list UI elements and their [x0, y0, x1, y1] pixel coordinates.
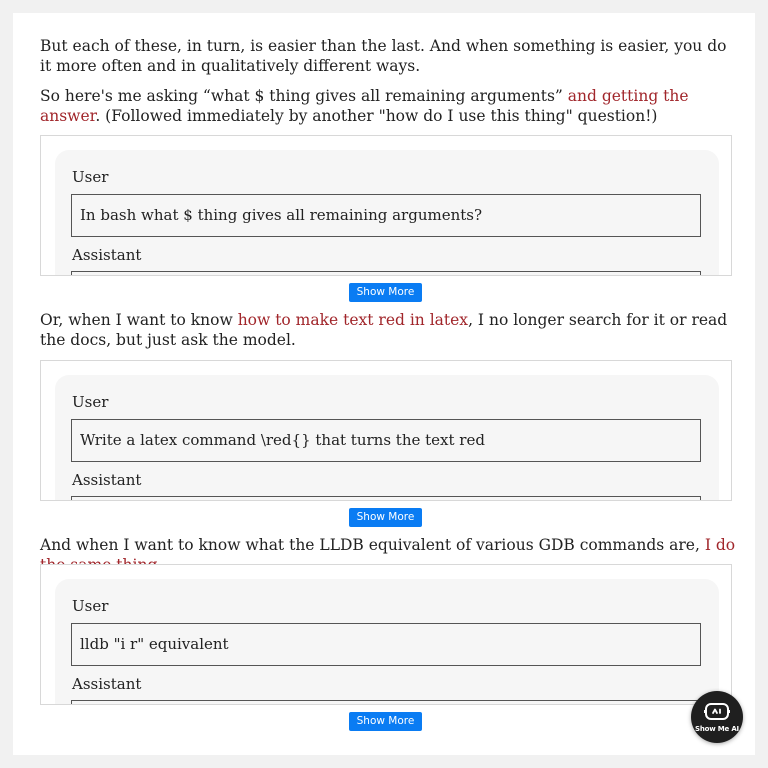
assistant-label: Assistant	[72, 246, 142, 264]
conversation-panel	[55, 579, 719, 705]
conversation-panel	[55, 150, 719, 276]
paragraph-text: But each of these, in turn, is easier than the last. And when something is easier, you do it more often and in qualitatively different ways.	[40, 37, 727, 75]
assistant-label: Assistant	[72, 471, 142, 489]
paragraph-bash	[40, 86, 740, 126]
robot-icon	[704, 701, 730, 723]
user-message: lldb "i r" equivalent	[71, 623, 701, 666]
paragraph-text: So here's me asking “what $ thing gives all remaining arguments”	[40, 87, 568, 105]
show-more-button[interactable]: Show More	[349, 508, 422, 527]
conversation-panel	[55, 375, 719, 501]
assistant-message	[71, 271, 701, 276]
paragraph-intro	[40, 36, 740, 76]
show-me-ai-widget[interactable]	[691, 691, 743, 743]
user-label: User	[72, 393, 109, 411]
user-label: User	[72, 597, 109, 615]
paragraph-latex	[40, 310, 740, 350]
user-message: In bash what $ thing gives all remaining arguments?	[71, 194, 701, 237]
assistant-message	[71, 496, 701, 501]
paragraph-text: Or, when I want to know	[40, 311, 238, 329]
show-more-button[interactable]: Show More	[349, 283, 422, 302]
user-label: User	[72, 168, 109, 186]
assistant-message	[71, 700, 701, 705]
lldb-link[interactable]: I do	[704, 536, 736, 554]
paragraph-text: . (Followed immediately by another "how do I use this thing" question!)	[95, 107, 658, 125]
conversation-box	[40, 564, 732, 705]
user-message: Write a latex command \red{} that turns the text red	[71, 419, 701, 462]
article-page	[13, 13, 755, 755]
show-more-button[interactable]: Show More	[349, 712, 422, 731]
widget-label: Show Me AI	[695, 725, 739, 733]
latex-link[interactable]: how to make text red in latex	[237, 311, 469, 329]
paragraph-text: And when I want to know what the LLDB equivalent of various GDB commands are,	[40, 536, 705, 554]
answer-link[interactable]: and getting the answer	[40, 87, 689, 125]
paragraph-text: , I no longer search for it or read the docs, but just ask the model.	[40, 311, 728, 349]
conversation-box	[40, 135, 732, 276]
conversation-box	[40, 360, 732, 501]
assistant-label: Assistant	[72, 675, 142, 693]
